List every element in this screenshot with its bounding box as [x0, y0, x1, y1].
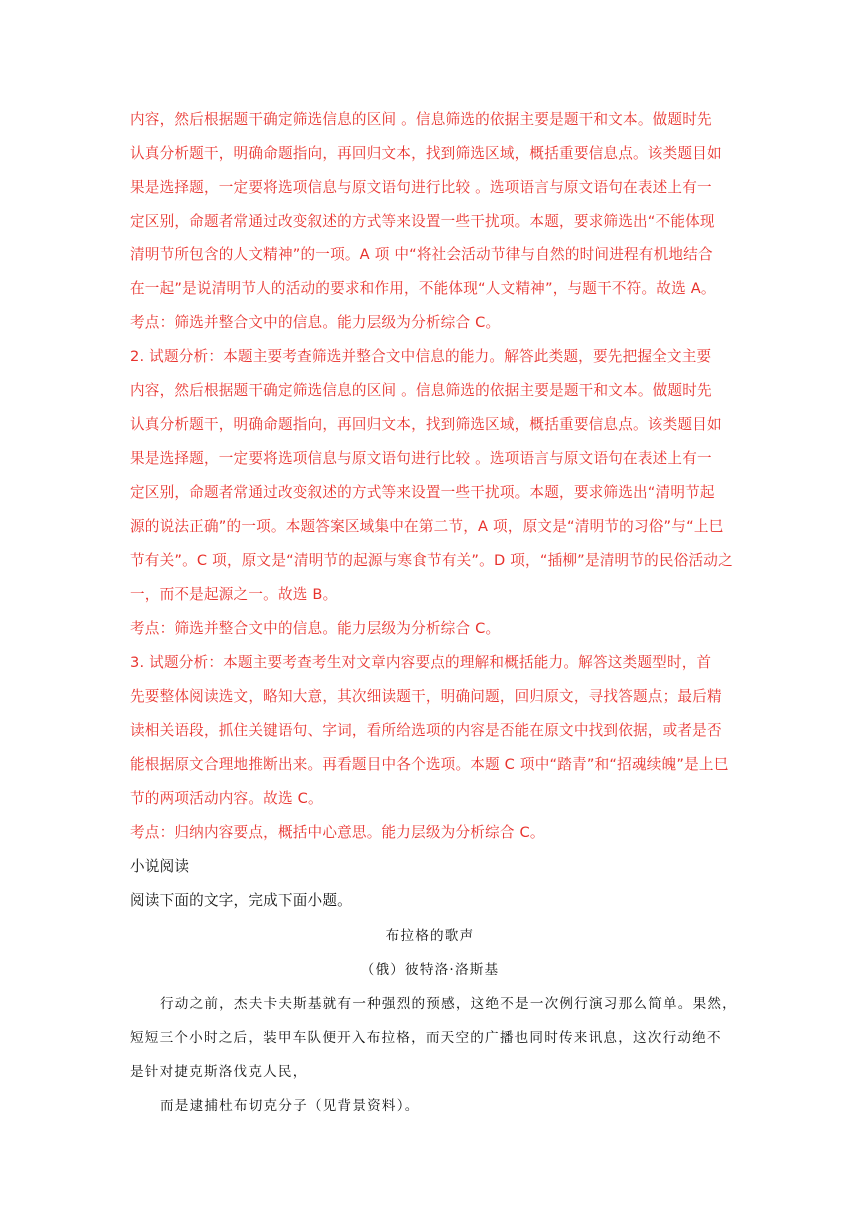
text-line: 节的两项活动内容。故选 C。 — [130, 790, 323, 807]
text-line: 果是选择题，一定要将选项信息与原文语句进行比较 。选项语言与原文语句在表述上有一 — [130, 450, 712, 467]
text-line: 3. 试题分析：本题主要考查考生对文章内容要点的理解和概括能力。解答这类题型时，首 — [130, 654, 712, 671]
text-line: 清明节所包含的人文精神”的一项。A 项 中“将社会活动节律与自然的时间进程有机地结合 — [130, 246, 713, 263]
story-paragraph-line: 是针对捷克斯洛伐克人民， — [130, 1064, 308, 1080]
text-line: 2. 试题分析：本题主要考查筛选并整合文中信息的能力。解答此类题，要先把握全文主要 — [130, 348, 712, 365]
story-title: 布拉格的歌声 — [385, 928, 475, 944]
text-line: 先要整体阅读选文，略知大意，其次细读题干，明确问题，回归原文，寻找答题点；最后精 — [130, 688, 722, 705]
text-line: 源的说法正确”的一项。本题答案区域集中在第二节，A 项，原文是“清明节的习俗”与“上巳 — [130, 518, 724, 535]
instruction-text: 阅读下面的文字，完成下面小题。 — [130, 892, 352, 909]
text-line: 在一起”是说清明节人的活动的要求和作用，不能体现“人文精神”，与题干不符。故选 A。 — [130, 280, 716, 297]
text-line: 一，而不是起源之一。故选 B。 — [130, 586, 338, 603]
text-line: 节有关”。C 项，原文是“清明节的起源与寒食节有关”。D 项，“插柳”是清明节的民俗活动之 — [130, 552, 733, 569]
text-line: 内容，然后根据题干确定筛选信息的区间 。信息筛选的依据主要是题干和文本。做题时先 — [130, 382, 712, 399]
text-line: 定区别，命题者常通过改变叙述的方式等来设置一些干扰项。本题，要求筛选出“清明节起 — [130, 484, 715, 501]
section-heading: 小说阅读 — [130, 858, 190, 875]
story-paragraph-line: 而是逮捕杜布切克分子（见背景资料）。 — [160, 1098, 420, 1114]
story-paragraph-line: 短短三个小时之后，装甲车队便开入布拉格，而天空的广播也同时传来讯息，这次行动绝不 — [130, 1030, 722, 1046]
text-line: 考点：归纳内容要点，概括中心意思。能力层级为分析综合 C。 — [130, 824, 545, 841]
text-line: 定区别，命题者常通过改变叙述的方式等来设置一些干扰项。本题，要求筛选出“不能体现 — [130, 213, 715, 230]
story-paragraph-line: 行动之前，杰夫卡夫斯基就有一种强烈的预感，这绝不是一次例行演习那么简单。果然， — [160, 996, 737, 1012]
text-line: 果是选择题，一定要将选项信息与原文语句进行比较 。选项语言与原文语句在表述上有一 — [130, 179, 712, 196]
text-line: 能根据原文合理地推断出来。再看题目中各个选项。本题 C 项中“踏青”和“招魂续魄”是上巳 — [130, 756, 729, 773]
story-author: （俄）彼特洛·洛斯基 — [360, 962, 500, 978]
text-line: 读相关语段，抓住关键语句、字词，看所给选项的内容是否能在原文中找到依据，或者是否 — [130, 722, 722, 739]
text-line: 考点：筛选并整合文中的信息。能力层级为分析综合 C。 — [130, 314, 501, 331]
text-line: 认真分析题干，明确命题指向，再回归文本，找到筛选区域，概括重要信息点。该类题目如 — [130, 416, 722, 433]
text-line: 认真分析题干，明确命题指向，再回归文本，找到筛选区域，概括重要信息点。该类题目如 — [130, 145, 722, 162]
text-line: 内容，然后根据题干确定筛选信息的区间 。信息筛选的依据主要是题干和文本。做题时先 — [130, 111, 712, 128]
text-line: 考点：筛选并整合文中的信息。能力层级为分析综合 C。 — [130, 620, 501, 637]
